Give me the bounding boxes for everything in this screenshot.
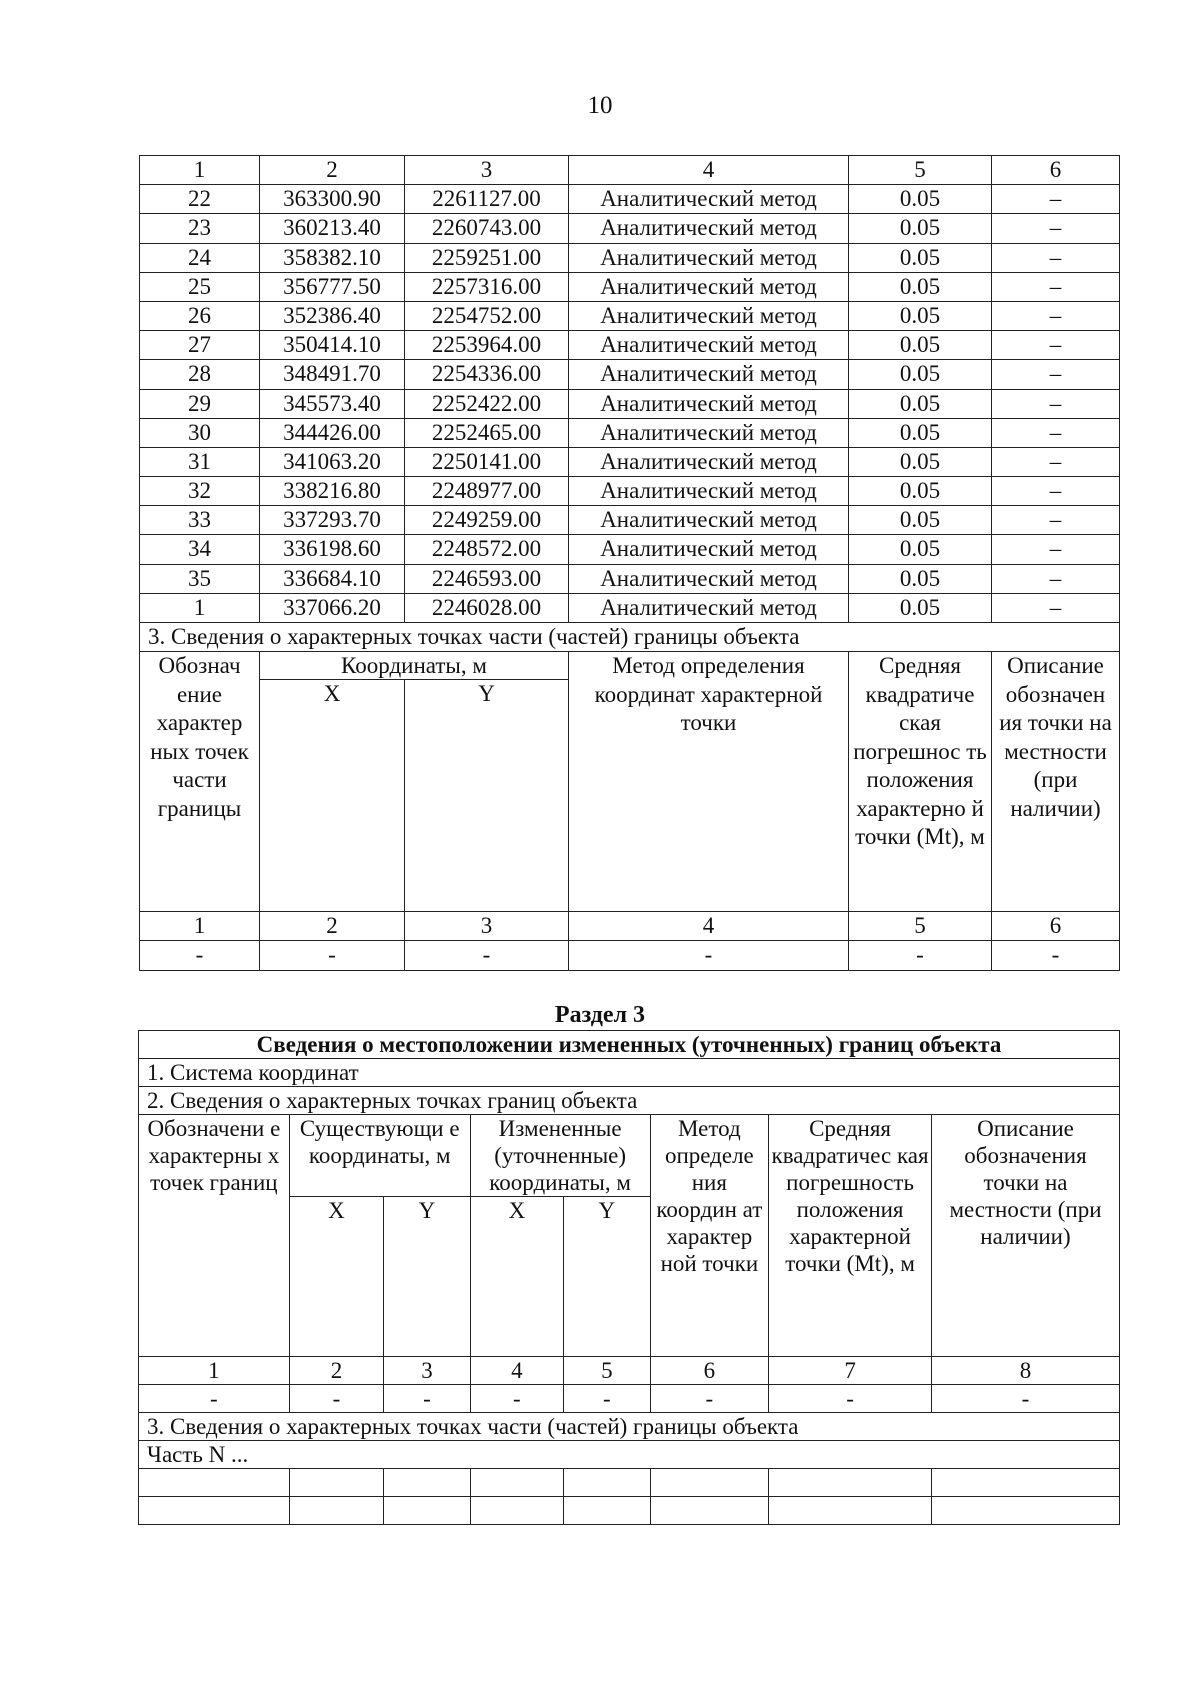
point-number: 31 — [140, 447, 260, 476]
empty-cell: - — [140, 941, 260, 970]
column-number: 5 — [849, 912, 992, 941]
point-number: 32 — [140, 477, 260, 506]
blank-cell — [384, 1497, 470, 1525]
column-number: 4 — [569, 912, 849, 941]
points-title-row — [139, 1087, 1120, 1115]
description: – — [992, 447, 1120, 476]
y-coordinate: 2252422.00 — [405, 389, 569, 418]
y-coordinate: 2257316.00 — [405, 272, 569, 301]
mean-error: 0.05 — [849, 389, 992, 418]
x-coordinate: 363300.90 — [260, 185, 405, 214]
blank-cell — [564, 1497, 650, 1525]
empty-cell: - — [564, 1385, 650, 1413]
method: Аналитический метод — [569, 447, 849, 476]
error-header: Средняя квадратичес кая погрешность положения характерной точки (Mt), м — [769, 1115, 932, 1357]
description: – — [992, 301, 1120, 330]
blank-row — [139, 1469, 1120, 1497]
column-number: 4 — [470, 1357, 563, 1385]
table-row — [140, 535, 1120, 564]
designation-header: Обознач ение характер ных точек части границы — [140, 652, 260, 912]
y-coordinate: 2250141.00 — [405, 447, 569, 476]
point-number: 24 — [140, 243, 260, 272]
blank-cell — [769, 1469, 932, 1497]
x-coordinate: 356777.50 — [260, 272, 405, 301]
blank-cell — [931, 1497, 1119, 1525]
mean-error: 0.05 — [849, 447, 992, 476]
column-number: 4 — [569, 156, 849, 185]
empty-cell: - — [139, 1385, 290, 1413]
y-coordinate: 2261127.00 — [405, 185, 569, 214]
column-number: 8 — [931, 1357, 1119, 1385]
point-number: 29 — [140, 389, 260, 418]
subtitle-row — [139, 1031, 1120, 1059]
y-coordinate: 2248977.00 — [405, 477, 569, 506]
section-subtitle: Сведения о местоположении измененных (уточненных) границ объекта — [139, 1031, 1120, 1059]
empty-cell: - — [931, 1385, 1119, 1413]
mean-error: 0.05 — [849, 243, 992, 272]
point-number: 27 — [140, 331, 260, 360]
x-coordinate: 345573.40 — [260, 389, 405, 418]
empty-cell: - — [849, 941, 992, 970]
mean-error: 0.05 — [849, 331, 992, 360]
mean-error: 0.05 — [849, 535, 992, 564]
mean-error: 0.05 — [849, 564, 992, 593]
coordinates-table — [139, 155, 1120, 971]
part-label-row — [139, 1441, 1120, 1469]
blank-cell — [769, 1497, 932, 1525]
point-number: 35 — [140, 564, 260, 593]
y-coordinate: 2259251.00 — [405, 243, 569, 272]
x-coordinate: 338216.80 — [260, 477, 405, 506]
point-number: 30 — [140, 418, 260, 447]
y-coordinate: 2254336.00 — [405, 360, 569, 389]
y-coordinate: 2249259.00 — [405, 506, 569, 535]
point-number: 26 — [140, 301, 260, 330]
blank-cell — [289, 1469, 383, 1497]
description: – — [992, 506, 1120, 535]
description: – — [992, 214, 1120, 243]
method: Аналитический метод — [569, 331, 849, 360]
point-number: 33 — [140, 506, 260, 535]
section-3-title: 3. Сведения о характерных точках части (частей) границы объекта — [140, 623, 1120, 652]
mean-error: 0.05 — [849, 418, 992, 447]
table-row — [140, 447, 1120, 476]
method: Аналитический метод — [569, 418, 849, 447]
x-coordinate: 341063.20 — [260, 447, 405, 476]
column-number: 1 — [140, 156, 260, 185]
description-header: Описание обозначен ия точки на местности (при наличии) — [992, 652, 1120, 912]
empty-cell: - — [384, 1385, 470, 1413]
x-coordinate: 348491.70 — [260, 360, 405, 389]
part-label: Часть N ... — [139, 1441, 1120, 1469]
error-header: Средняя квадратиче ская погрешнос ть положения характерно й точки (Mt), м — [849, 652, 992, 912]
mean-error: 0.05 — [849, 360, 992, 389]
y-coordinate: 2248572.00 — [405, 535, 569, 564]
header-row — [139, 1115, 1120, 1197]
x-coordinate: 360213.40 — [260, 214, 405, 243]
method: Аналитический метод — [569, 360, 849, 389]
description: – — [992, 360, 1120, 389]
mean-error: 0.05 — [849, 185, 992, 214]
table-row — [140, 506, 1120, 535]
coordinates-header: Координаты, м — [260, 652, 569, 680]
description: – — [992, 593, 1120, 622]
y-header: Y — [564, 1197, 650, 1357]
x-coordinate: 344426.00 — [260, 418, 405, 447]
x-coordinate: 337066.20 — [260, 593, 405, 622]
method: Аналитический метод — [569, 214, 849, 243]
point-number: 28 — [140, 360, 260, 389]
point-number: 25 — [140, 272, 260, 301]
method-header: Метод определе ния координ ат характер ной точки — [650, 1115, 769, 1357]
description: – — [992, 418, 1120, 447]
table-row — [140, 301, 1120, 330]
method: Аналитический метод — [569, 535, 849, 564]
empty-cell: - — [470, 1385, 563, 1413]
description: – — [992, 564, 1120, 593]
empty-cell: - — [569, 941, 849, 970]
points-title: 2. Сведения о характерных точках границ объекта — [139, 1087, 1120, 1115]
column-number: 2 — [260, 912, 405, 941]
description: – — [992, 331, 1120, 360]
x-coordinate: 350414.10 — [260, 331, 405, 360]
x-header: X — [470, 1197, 563, 1357]
point-number: 34 — [140, 535, 260, 564]
description: – — [992, 389, 1120, 418]
y-coordinate: 2246028.00 — [405, 593, 569, 622]
mean-error: 0.05 — [849, 272, 992, 301]
column-number: 6 — [650, 1357, 769, 1385]
blank-row — [139, 1497, 1120, 1525]
blank-cell — [139, 1497, 290, 1525]
blank-cell — [931, 1469, 1119, 1497]
table-row — [140, 360, 1120, 389]
column-number: 5 — [564, 1357, 650, 1385]
mean-error: 0.05 — [849, 593, 992, 622]
column-number: 2 — [260, 156, 405, 185]
point-number: 1 — [140, 593, 260, 622]
description: – — [992, 185, 1120, 214]
description: – — [992, 272, 1120, 301]
section-heading: Раздел 3 — [554, 1002, 646, 1028]
parts-title-row — [139, 1413, 1120, 1441]
mean-error: 0.05 — [849, 301, 992, 330]
coord-system-row — [139, 1059, 1120, 1087]
x-header: X — [289, 1197, 383, 1357]
method: Аналитический метод — [569, 185, 849, 214]
point-number: 23 — [140, 214, 260, 243]
column-number: 3 — [384, 1357, 470, 1385]
column-number-row — [140, 156, 1120, 185]
y-coordinate: 2252465.00 — [405, 418, 569, 447]
empty-cell: - — [405, 941, 569, 970]
empty-cell: - — [992, 941, 1120, 970]
coord-system-label: 1. Система координат — [139, 1059, 1120, 1087]
blank-cell — [650, 1469, 769, 1497]
table-row — [140, 243, 1120, 272]
y-coordinate: 2246593.00 — [405, 564, 569, 593]
method: Аналитический метод — [569, 272, 849, 301]
column-number: 7 — [769, 1357, 932, 1385]
method: Аналитический метод — [569, 477, 849, 506]
existing-coords-header: Существующи е координаты, м — [289, 1115, 470, 1197]
method: Аналитический метод — [569, 593, 849, 622]
blank-cell — [139, 1469, 290, 1497]
table-row — [140, 214, 1120, 243]
y-header: Y — [405, 680, 569, 912]
blank-cell — [289, 1497, 383, 1525]
column-number: 3 — [405, 912, 569, 941]
x-coordinate: 352386.40 — [260, 301, 405, 330]
blank-cell — [650, 1497, 769, 1525]
empty-cell: - — [650, 1385, 769, 1413]
changed-coords-header: Измененные (уточненные) координаты, м — [470, 1115, 650, 1197]
section-title-row — [140, 623, 1120, 652]
point-number: 22 — [140, 185, 260, 214]
header-row — [140, 652, 1120, 680]
method: Аналитический метод — [569, 389, 849, 418]
method: Аналитический метод — [569, 243, 849, 272]
method-header: Метод определения координат характерной точки — [569, 652, 849, 912]
description: – — [992, 535, 1120, 564]
empty-row — [139, 1385, 1120, 1413]
blank-cell — [470, 1469, 563, 1497]
parts-title: 3. Сведения о характерных точках части (частей) границы объекта — [139, 1413, 1120, 1441]
x-coordinate: 358382.10 — [260, 243, 405, 272]
blank-cell — [564, 1469, 650, 1497]
header-number-row — [139, 1357, 1120, 1385]
blank-cell — [470, 1497, 563, 1525]
table-row — [140, 477, 1120, 506]
table-row — [140, 389, 1120, 418]
table-row — [140, 272, 1120, 301]
description: – — [992, 243, 1120, 272]
empty-cell: - — [260, 941, 405, 970]
y-coordinate: 2253964.00 — [405, 331, 569, 360]
column-number: 1 — [140, 912, 260, 941]
mean-error: 0.05 — [849, 506, 992, 535]
designation-header: Обозначени е характерны х точек границ — [139, 1115, 290, 1357]
table-row — [140, 418, 1120, 447]
method: Аналитический метод — [569, 564, 849, 593]
changed-boundaries-table — [138, 1030, 1120, 1525]
header-number-row — [140, 912, 1120, 941]
empty-cell: - — [769, 1385, 932, 1413]
page-number: 10 — [587, 92, 613, 119]
mean-error: 0.05 — [849, 214, 992, 243]
description-header: Описание обозначения точки на местности (при наличии) — [931, 1115, 1119, 1357]
table-row — [140, 331, 1120, 360]
column-number: 1 — [139, 1357, 290, 1385]
x-coordinate: 336198.60 — [260, 535, 405, 564]
blank-cell — [384, 1469, 470, 1497]
mean-error: 0.05 — [849, 477, 992, 506]
x-coordinate: 337293.70 — [260, 506, 405, 535]
table-row — [140, 564, 1120, 593]
column-number: 3 — [405, 156, 569, 185]
y-coordinate: 2254752.00 — [405, 301, 569, 330]
description: – — [992, 477, 1120, 506]
y-header: Y — [384, 1197, 470, 1357]
empty-cell: - — [289, 1385, 383, 1413]
column-number: 6 — [992, 912, 1120, 941]
column-number: 2 — [289, 1357, 383, 1385]
x-header: X — [260, 680, 405, 912]
x-coordinate: 336684.10 — [260, 564, 405, 593]
table-row — [140, 185, 1120, 214]
method: Аналитический метод — [569, 506, 849, 535]
empty-row — [140, 941, 1120, 970]
y-coordinate: 2260743.00 — [405, 214, 569, 243]
method: Аналитический метод — [569, 301, 849, 330]
column-number: 6 — [992, 156, 1120, 185]
table-row — [140, 593, 1120, 622]
column-number: 5 — [849, 156, 992, 185]
